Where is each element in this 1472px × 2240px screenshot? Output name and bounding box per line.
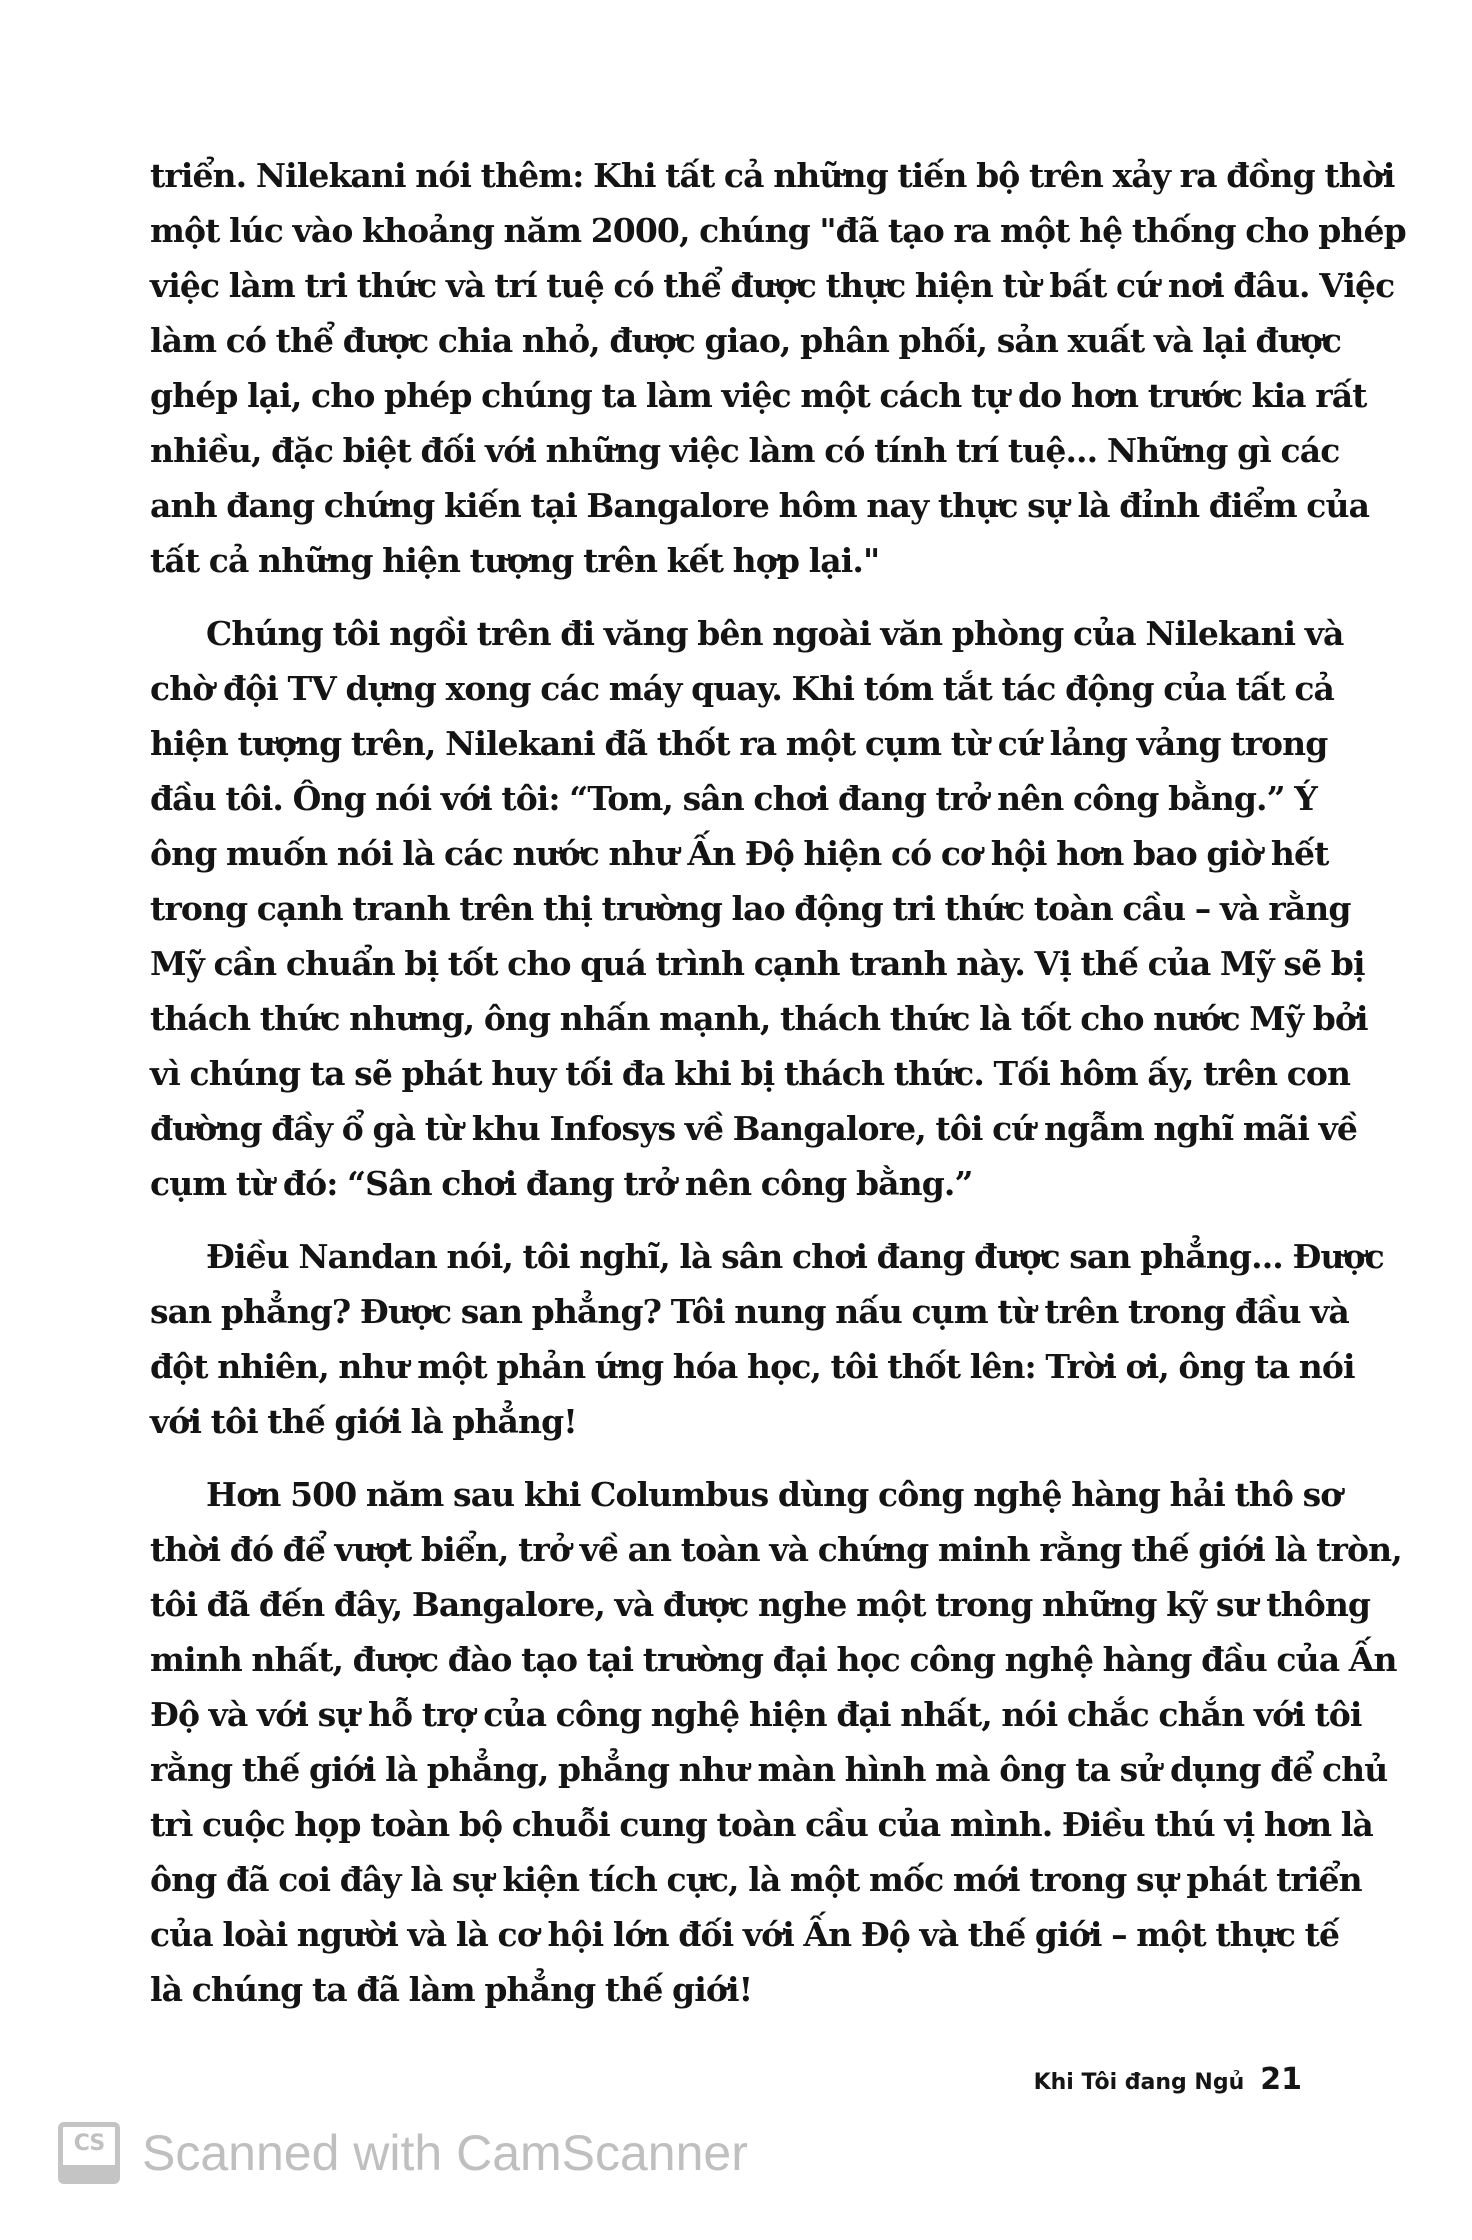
- page-footer: [1034, 2062, 1302, 2097]
- text-line: Điều Nandan nói, tôi nghĩ, là sân chơi đang được san phẳng... Được: [206, 1237, 1384, 1276]
- text-line: rằng thế giới là phẳng, phẳng như màn hình mà ông ta sử dụng để chủ: [150, 1750, 1388, 1789]
- text-line: tôi đã đến đây, Bangalore, và được nghe một trong những kỹ sư thông: [150, 1585, 1371, 1624]
- paragraph-2: [150, 606, 1368, 1211]
- text-line: Độ và với sự hỗ trợ của công nghệ hiện đại nhất, nói chắc chắn với tôi: [150, 1695, 1362, 1734]
- text-line: một lúc vào khoảng năm 2000, chúng "đã tạo ra một hệ thống cho phép: [150, 211, 1406, 250]
- paragraph-3: [150, 1229, 1384, 1449]
- text-line: đột nhiên, như một phản ứng hóa học, tôi thốt lên: Trời ơi, ông ta nói: [150, 1347, 1355, 1386]
- text-line: chờ đội TV dựng xong các máy quay. Khi tóm tắt tác động của tất cả: [150, 669, 1334, 708]
- watermark-text: Scanned with CamScanner: [142, 2125, 748, 2181]
- page-number: 21: [1260, 2062, 1302, 2097]
- text-line: triển. Nilekani nói thêm: Khi tất cả những tiến bộ trên xảy ra đồng thời: [150, 156, 1395, 195]
- text-line: việc làm tri thức và trí tuệ có thể được thực hiện từ bất cứ nơi đâu. Việc: [150, 266, 1395, 305]
- text-line: của loài người và là cơ hội lớn đối với Ấn Độ và thế giới – một thực tế: [150, 1915, 1340, 1954]
- text-line: anh đang chứng kiến tại Bangalore hôm nay thực sự là đỉnh điểm của: [150, 486, 1370, 525]
- text-line: san phẳng? Được san phẳng? Tôi nung nấu cụm từ trên trong đầu và: [150, 1292, 1349, 1331]
- text-line: đầu tôi. Ông nói với tôi: “Tom, sân chơi đang trở nên công bằng.” Ý: [150, 779, 1317, 818]
- text-line: thời đó để vượt biển, trở về an toàn và chứng minh rằng thế giới là tròn,: [150, 1530, 1402, 1569]
- text-line: thách thức nhưng, ông nhấn mạnh, thách thức là tốt cho nước Mỹ bởi: [150, 999, 1368, 1038]
- camscanner-logo-icon: [58, 2122, 120, 2184]
- text-line: tất cả những hiện tượng trên kết hợp lại.": [150, 541, 880, 580]
- running-title: Khi Tôi đang Ngủ: [1033, 2070, 1245, 2095]
- text-line: minh nhất, được đào tạo tại trường đại học công nghệ hàng đầu của Ấn: [150, 1640, 1397, 1679]
- text-line: là chúng ta đã làm phẳng thế giới!: [150, 1970, 753, 2009]
- text-line: ghép lại, cho phép chúng ta làm việc một cách tự do hơn trước kia rất: [150, 376, 1367, 415]
- book-page-body: [150, 148, 1406, 2017]
- text-line: Hơn 500 năm sau khi Columbus dùng công nghệ hàng hải thô sơ: [206, 1475, 1342, 1514]
- paragraph-spacer: [150, 1211, 1312, 1229]
- text-line: cụm từ đó: “Sân chơi đang trở nên công bằng.”: [150, 1164, 973, 1203]
- paragraph-4: [150, 1467, 1402, 2017]
- text-line: Mỹ cần chuẩn bị tốt cho quá trình cạnh tranh này. Vị thế của Mỹ sẽ bị: [150, 944, 1365, 983]
- text-line: trong cạnh tranh trên thị trường lao động tri thức toàn cầu – và rằng: [150, 889, 1351, 928]
- camscanner-logo-text: CS: [73, 2131, 105, 2156]
- text-line: Chúng tôi ngồi trên đi văng bên ngoài văn phòng của Nilekani và: [206, 614, 1344, 653]
- text-line: trì cuộc họp toàn bộ chuỗi cung toàn cầu của mình. Điều thú vị hơn là: [150, 1805, 1373, 1844]
- text-line: đường đầy ổ gà từ khu Infosys về Bangalore, tôi cứ ngẫm nghĩ mãi về: [150, 1109, 1357, 1148]
- text-line: với tôi thế giới là phẳng!: [150, 1402, 577, 1441]
- paragraph-spacer: [150, 1449, 1312, 1467]
- camscanner-watermark: [58, 2122, 748, 2184]
- paragraph-1: [150, 148, 1406, 588]
- text-line: nhiều, đặc biệt đối với những việc làm có tính trí tuệ... Những gì các: [150, 431, 1340, 470]
- text-line: làm có thể được chia nhỏ, được giao, phân phối, sản xuất và lại được: [150, 321, 1342, 360]
- text-line: vì chúng ta sẽ phát huy tối đa khi bị thách thức. Tối hôm ấy, trên con: [150, 1054, 1351, 1093]
- paragraph-spacer: [150, 588, 1312, 606]
- text-line: hiện tượng trên, Nilekani đã thốt ra một cụm từ cứ lảng vảng trong: [150, 724, 1328, 763]
- text-line: ông đã coi đây là sự kiện tích cực, là một mốc mới trong sự phát triển: [150, 1860, 1362, 1899]
- text-line: ông muốn nói là các nước như Ấn Độ hiện có cơ hội hơn bao giờ hết: [150, 834, 1329, 873]
- camscanner-logo-bar: [63, 2165, 115, 2179]
